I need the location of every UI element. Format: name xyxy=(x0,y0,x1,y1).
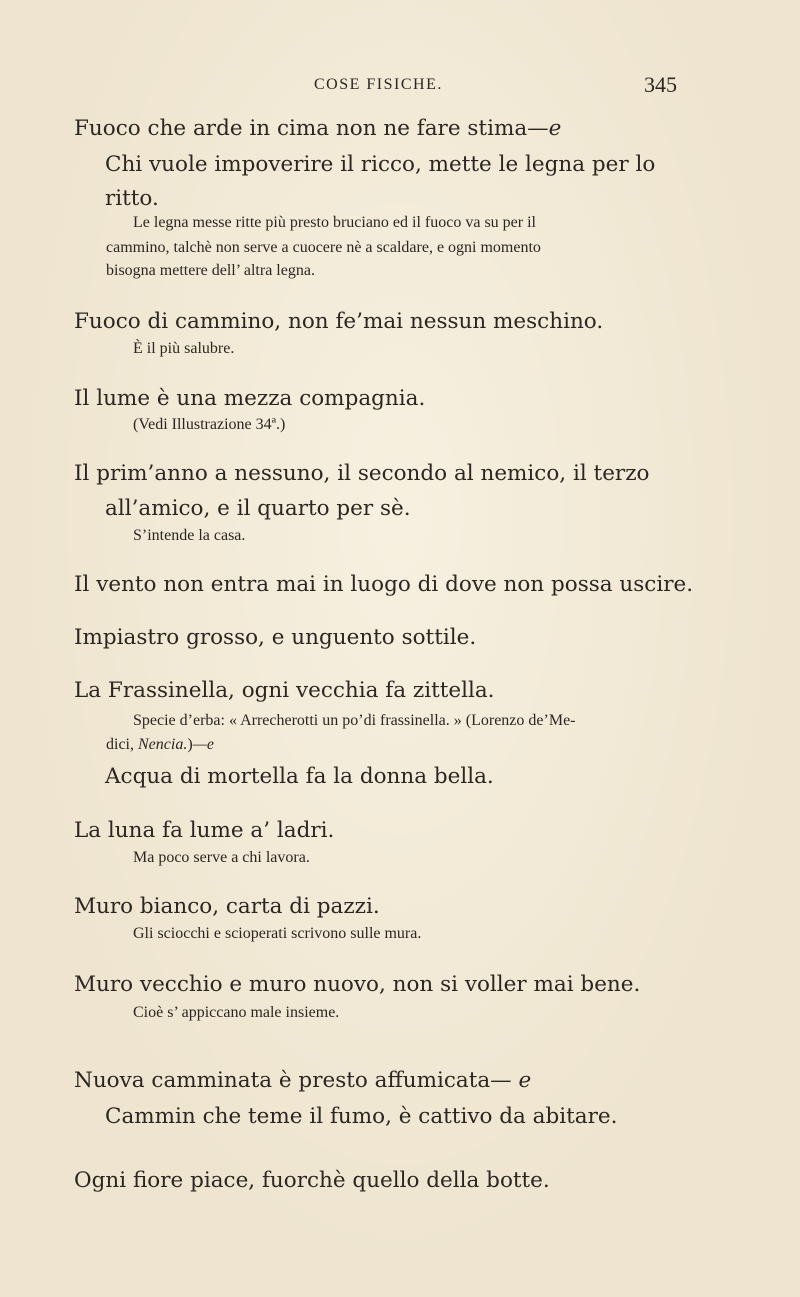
gloss-part: dici, xyxy=(106,736,138,753)
proverb-text xyxy=(74,112,561,146)
proverb-text: Cammin che teme il fumo, è cattivo da abitare. xyxy=(105,1104,618,1129)
proverb-text: Muro bianco, carta di pazzi. xyxy=(74,894,380,919)
gloss-text: S’intende la casa. xyxy=(133,527,246,544)
proverb-text: Ogni fiore piace, fuorchè quello della botte. xyxy=(74,1168,550,1193)
gloss-text xyxy=(106,733,214,756)
proverb-text: Il lume è una mezza compagnia. xyxy=(74,386,426,411)
proverb-line: Nuova camminata è presto affumicata xyxy=(74,1068,491,1093)
running-title: COSE FISICHE. xyxy=(314,76,443,93)
proverb-text: Impiastro grosso, e unguento sottile. xyxy=(74,625,477,650)
proverb-text: Il vento non entra mai in luogo di dove non possa uscire. xyxy=(74,572,694,597)
work-title: Nencia. xyxy=(138,736,188,753)
gloss-text: bisogna mettere dell’ altra legna. xyxy=(106,262,315,279)
gloss-text: Gli sciocchi e scioperati scrivono sulle mura. xyxy=(133,925,422,942)
gloss-text: Cioè s’ appiccano male insieme. xyxy=(133,1004,340,1021)
proverb-text: Chi vuole impoverire il ricco, mette le legna per lo xyxy=(105,152,656,177)
gloss-text: Le legna messe ritte più presto bruciano ed il fuoco va su per il xyxy=(133,214,536,231)
proverb-text: Acqua di mortella fa la donna bella. xyxy=(105,764,494,789)
gloss-text: (Vedi Illustrazione 34ª.) xyxy=(133,416,286,433)
gloss-part: ) xyxy=(187,736,193,753)
gloss-text: cammino, talchè non serve a cuocere nè a scaldare, e ogni momento xyxy=(106,239,541,256)
proverb-text: ritto. xyxy=(105,186,159,211)
proverb-text: Il prim’anno a nessuno, il secondo al nemico, il terzo xyxy=(74,461,650,486)
proverb-text: La Frassinella, ogni vecchia fa zittella. xyxy=(74,678,495,703)
proverb-text: all’amico, e il quarto per sè. xyxy=(105,496,411,521)
page-header xyxy=(0,72,800,102)
proverb-line: Fuoco che arde in cima non ne fare stima xyxy=(74,116,528,141)
proverb-text xyxy=(74,1064,531,1098)
continuation-mark: —e xyxy=(527,116,562,141)
continuation-mark: —e xyxy=(192,736,214,753)
gloss-text: Specie d’erba: « Arrecherotti un po’di frassinella. » (Lorenzo de’Me- xyxy=(133,712,576,729)
gloss-text: Ma poco serve a chi lavora. xyxy=(133,849,310,866)
page-number: 345 xyxy=(644,72,677,97)
proverb-text: Muro vecchio e muro nuovo, non si voller mai bene. xyxy=(74,972,641,997)
proverb-text: La luna fa lume a’ ladri. xyxy=(74,818,335,843)
continuation-mark: — e xyxy=(490,1068,532,1093)
gloss-text: È il più salubre. xyxy=(133,340,235,357)
proverb-text: Fuoco di cammino, non fe’mai nessun meschino. xyxy=(74,309,604,334)
